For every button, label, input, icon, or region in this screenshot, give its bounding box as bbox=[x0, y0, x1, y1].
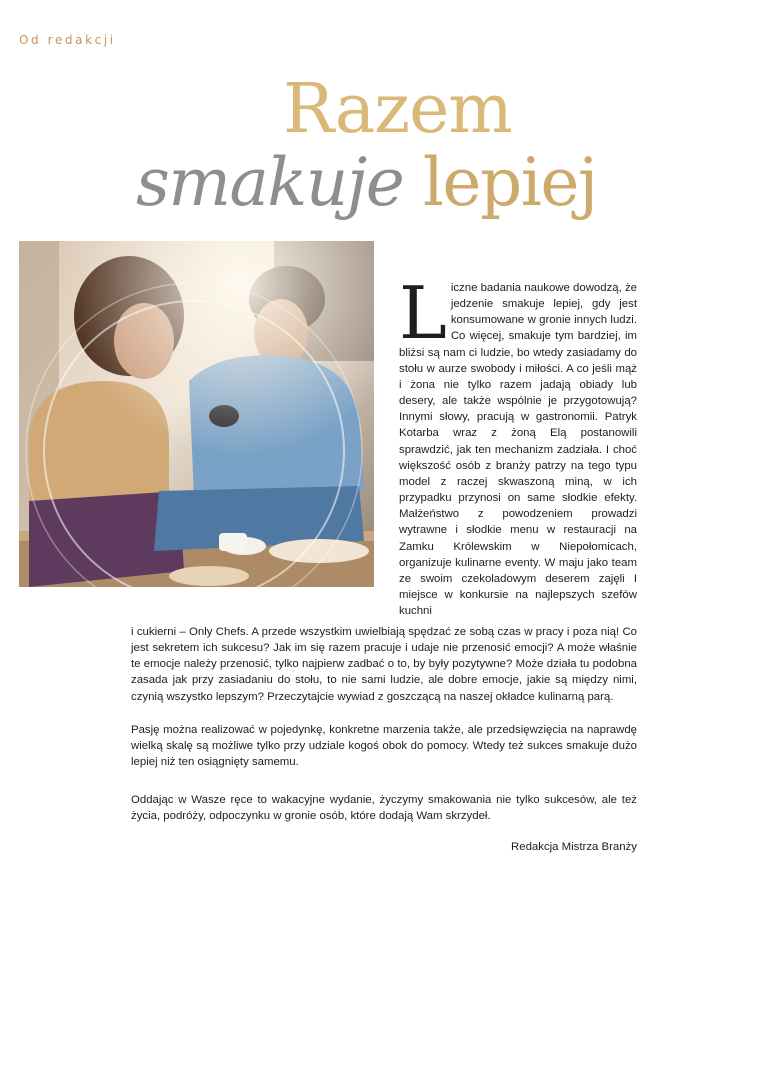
lead-text: iczne badania naukowe dowodzą, że jedzenie smakuje lepiej, gdy jest konsumowane w gronie innych ludzi. Co więcej, smakuje tym bardziej, im bliżsi są nam ci ludzie, bo wtedy zasiadamy do stołu w aurze swobody i miłości. A co jeśli mąż i żona nie tylko razem jadają obiady lub desery, ale także wspólnie je przygotowują? Innymi słowy, pracują w gastronomii. Patryk Kotarba wraz z żoną Elą postanowili sprawdzić, jak ten mechanizm zadziała. I choć większość osób z branży patrzy na tego typu model z raczej skwaszoną miną, w ich przypadku przynosi on same słodkie efekty. Małżeństwo z powodzeniem prowadzi wytrawne i słodkie menu w restauracji na Zamku Królewskim w Niepołomicach, organizuje kulinarne eventy. W maju jako team ze swoim czekoladowym deserem zajęli I miejsce w konkursie na najlepszych szefów kuchni bbox=[399, 282, 637, 618]
photo-illustration bbox=[19, 241, 374, 587]
paragraph-3: Oddając w Wasze ręce to wakacyjne wydanie, życzymy smakowania nie tylko sukcesów, ale też życia, podróży, odpoczynku w gronie osób, które dodają Wam skrzydeł. bbox=[131, 794, 637, 823]
headline-word-lepiej: lepiej bbox=[422, 144, 597, 221]
section-label: Od redakcji bbox=[19, 33, 116, 47]
headline-line-1: Razem bbox=[283, 70, 512, 149]
couple-eating-photo bbox=[19, 241, 374, 587]
paragraph-2: Pasję można realizować w pojedynkę, konkretne marzenia także, ale przedsięwzięcia na naprawdę wielką skalę są możliwe tylko przy udziale kogoś obok do pomocy. Wtedy też sukces smakuje dużo lepiej niż ten osiągnięty samemu. bbox=[131, 724, 637, 769]
headline-word-smakuje: smakuje bbox=[136, 144, 404, 221]
editorial-signature: Redakcja Mistrza Branży bbox=[511, 841, 637, 853]
paragraph-continuation: i cukierni – Only Chefs. A przede wszystkim uwielbiają spędzać ze sobą czas w pracy i poza nią! Co jest sekretem ich sukcesu? Jak im się razem pracuje i udaje nie przenosić emocji? A może właśnie te emocje należy przenosić, tylko najpierw zadbać o to, by były pozytywne? Może działa tu podobna zasada jak przy zasiadaniu do stołu, to nie sami ludzie, ale dobre emocje, jakie są między nimi, czynią wszystko lepszym? Przeczytajcie wywiad z goszczącą na naszej okładce kulinarną parą. bbox=[131, 626, 637, 703]
drop-cap: L bbox=[399, 271, 447, 355]
headline-line-2 bbox=[136, 144, 597, 221]
lead-paragraph bbox=[399, 271, 637, 619]
